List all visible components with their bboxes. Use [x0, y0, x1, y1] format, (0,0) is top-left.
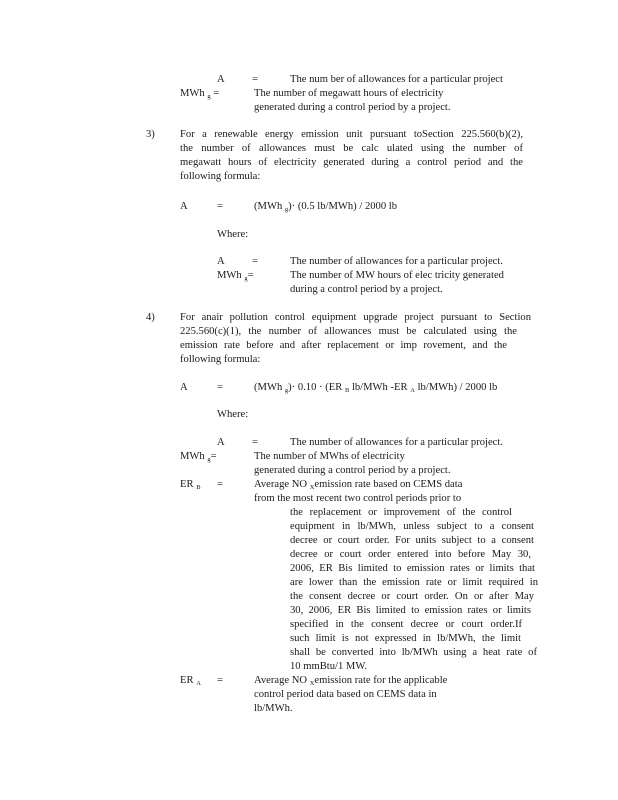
- item-4-formula-equals: =: [217, 382, 223, 393]
- item-3-line: For a renewable energy emission unit pursuant toSection 225.560(b)(2),: [180, 129, 523, 140]
- item-4-formula-lhs: A: [180, 382, 188, 393]
- item-4-def-erb-symbol: ER $_B$: [180, 479, 201, 491]
- def-a-text: The num ber of allowances for a particular project: [290, 74, 503, 85]
- item-3-def-mwh-text: The number of MW hours of elec tricity generated: [290, 270, 504, 281]
- item-4-def-era-symbol: ER $_A$: [180, 675, 201, 687]
- item-4-line: For anair pollution control equipment upgrade project pursuant to Section: [180, 312, 531, 323]
- item-3-def-mwh-symbol: MWh $_g$=: [217, 270, 254, 282]
- item-4-def-erb-body-line: 10 mmBtu/1 MW.: [290, 661, 368, 672]
- item-4-def-era-text: control period data based on CEMS data in: [254, 689, 437, 700]
- item-4-def-erb-body-line: the consent decree or court order. On or after May: [290, 591, 534, 602]
- item-3-formula-equals: =: [217, 201, 223, 212]
- item-4-formula-rhs: (MWh $_g$)· 0.10 · (ER $_B$ lb/MWh -ER $_A$ lb/MWh) / 2000 lb: [254, 382, 498, 394]
- item-3-number: 3): [146, 129, 155, 140]
- item-4-line: following formula:: [180, 354, 261, 365]
- item-4-def-erb-body-line: 30, 2006, ER Bis limited to emission rates or limits: [290, 605, 531, 616]
- item-4-def-mwh-text-cont: generated during a control period by a project.: [254, 465, 451, 476]
- item-3-def-a-symbol: A: [217, 256, 225, 267]
- item-4-def-erb-body-line: equipment in lb/MWh, unless subject to a consent: [290, 521, 534, 532]
- item-4-def-a-text: The number of allowances for a particular project.: [290, 437, 503, 448]
- item-4-line: emission rate before and after replacement or imp rovement, and the: [180, 340, 507, 351]
- item-3-formula-lhs: A: [180, 201, 188, 212]
- item-4-def-erb-body-line: 2006, ER Bis limited to emission rates or limits that: [290, 563, 535, 574]
- item-4-line: 225.560(c)(1), the number of allowances must be calculated using the: [180, 326, 517, 337]
- item-4-def-a-equals: =: [252, 437, 258, 448]
- item-3-line: the number of allowances must be calc ulated using the number of: [180, 143, 523, 154]
- item-4-def-mwh-text: The number of MWhs of electricity: [254, 451, 405, 462]
- item-4-def-erb-body-line: such limit is not expressed in lb/MWh, the limit: [290, 633, 521, 644]
- def-a-symbol: A: [217, 74, 225, 85]
- item-4-def-era-equals: =: [217, 675, 223, 686]
- def-mwh-text-cont: generated during a control period by a project.: [254, 102, 451, 113]
- item-3-line: megawatt hours of electricity generated during a control period and the: [180, 157, 523, 168]
- item-4-def-erb-body-line: decree or court order. For units subject to a consent: [290, 535, 534, 546]
- item-3-def-mwh-text-cont: during a control period by a project.: [290, 284, 443, 295]
- item-4-def-erb-body-line: specified in the consent decree or court order.If: [290, 619, 522, 630]
- item-4-def-erb-text: Average NO $_X$emission rate based on CEMS data: [254, 479, 463, 491]
- item-4-def-erb-body-line: decree or court order entered into before May 30,: [290, 549, 531, 560]
- item-4-def-erb-equals: =: [217, 479, 223, 490]
- item-4-def-mwh-symbol: MWh $_g$=: [180, 451, 217, 463]
- item-3-where: Where:: [217, 229, 249, 240]
- item-4-where: Where:: [217, 409, 249, 420]
- item-4-def-erb-body-line: are lower than the emission rate or limit required in: [290, 577, 538, 588]
- item-4-def-erb-text: from the most recent two control periods prior to: [254, 493, 462, 504]
- def-mwh-symbol: MWh $_g$ =: [180, 88, 220, 100]
- item-3-def-a-equals: =: [252, 256, 258, 267]
- item-3-line: following formula:: [180, 171, 261, 182]
- item-4-def-erb-body-line: shall be converted into lb/MWh using a heat rate of: [290, 647, 537, 658]
- item-4-def-era-text: Average NO $_X$emission rate for the applicable: [254, 675, 448, 687]
- item-4-def-erb-body-line: the replacement or improvement of the control: [290, 507, 512, 518]
- item-3-def-a-text: The number of allowances for a particular project.: [290, 256, 503, 267]
- item-4-def-a-symbol: A: [217, 437, 225, 448]
- item-3-formula-rhs: (MWh $_g$)· (0.5 lb/MWh) / 2000 lb: [254, 201, 398, 213]
- def-mwh-text: The number of megawatt hours of electricity: [254, 88, 444, 99]
- item-4-def-era-text: lb/MWh.: [254, 703, 293, 714]
- item-4-number: 4): [146, 312, 155, 323]
- def-a-equals: =: [252, 74, 258, 85]
